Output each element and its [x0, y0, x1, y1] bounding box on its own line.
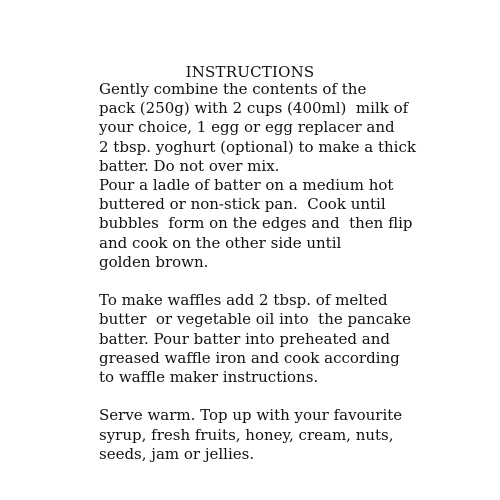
- instructions-body: [99, 80, 489, 464]
- text-line: seeds, jam or jellies.: [99, 444, 255, 463]
- paragraph-spacer: [99, 387, 489, 406]
- text-line: To make waffles add 2 tbsp. of melted: [99, 291, 388, 310]
- text-line: butter or vegetable oil into the pancake: [99, 310, 412, 329]
- text-line: syrup, fresh fruits, honey, cream, nuts,: [99, 425, 394, 444]
- text-line: buttered or non-stick pan. Cook until: [99, 195, 386, 214]
- instructions-title: INSTRUCTIONS: [185, 63, 315, 81]
- text-line: to waffle maker instructions.: [99, 368, 319, 387]
- text-line: pack (250g) with 2 cups (400ml) milk of: [99, 99, 409, 118]
- text-line: golden brown.: [99, 252, 209, 271]
- text-line: batter. Do not over mix.: [99, 156, 280, 175]
- paragraph-serving: [99, 406, 489, 464]
- paragraph-pancakes: [99, 80, 489, 272]
- text-line: bubbles form on the edges and then flip: [99, 214, 413, 233]
- text-line: 2 tbsp. yoghurt (optional) to make a thick: [99, 137, 416, 156]
- paragraph-waffles: [99, 291, 489, 387]
- text-line: your choice, 1 egg or egg replacer and: [99, 118, 395, 137]
- text-line: Pour a ladle of batter on a medium hot: [99, 176, 394, 195]
- paragraph-spacer: [99, 272, 489, 291]
- text-line: and cook on the other side until: [99, 233, 342, 252]
- text-line: Serve warm. Top up with your favourite: [99, 406, 403, 425]
- text-line: batter. Pour batter into preheated and: [99, 329, 390, 348]
- text-line: Gently combine the contents of the: [99, 80, 367, 98]
- text-line: greased waffle iron and cook according: [99, 348, 400, 367]
